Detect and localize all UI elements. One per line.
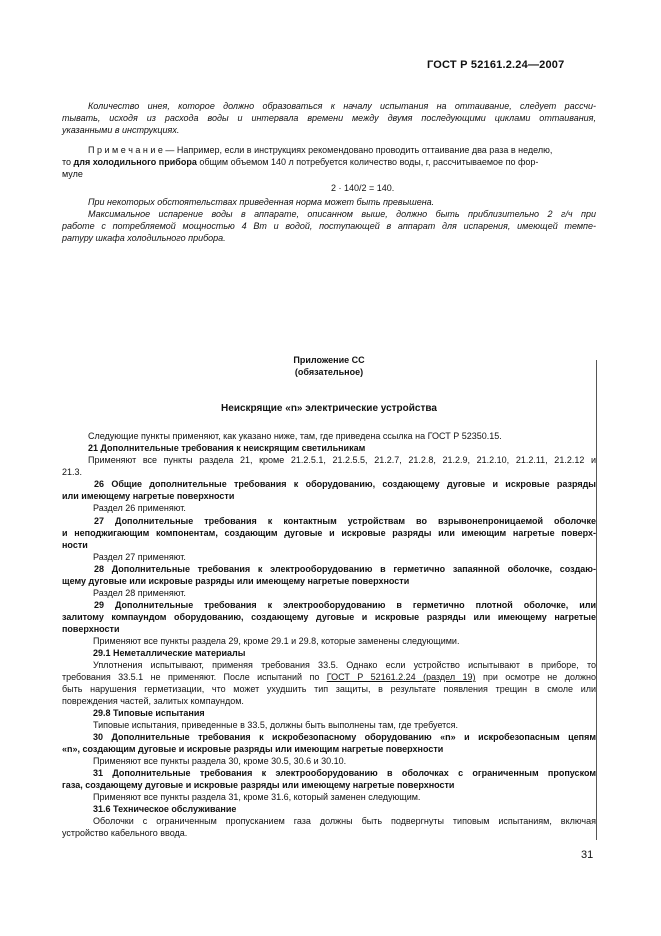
note-line — [62, 157, 538, 167]
section-29-heading: поверхности — [62, 624, 120, 634]
section-26-heading: или имеющему нагретые поверхности — [62, 491, 235, 501]
section-27-heading: ности — [62, 540, 88, 550]
section-29-1-text: быть нарушения герметизации, что может ухудшить тип защиты, в результате появления трещин в смоле или — [62, 684, 596, 694]
section-29-1-text: повреждения частей, залитых компаундом. — [62, 696, 244, 706]
section-29-heading: залитому компаундом оборудованию, создающему дуговые и искровые разряды или имеющему нагретые — [62, 612, 596, 622]
section-27-heading: 27 Дополнительные требования к контактным устройствам во взрывонепроницаемой оболочке — [94, 516, 596, 526]
section-26-text: Раздел 26 применяют. — [93, 503, 186, 513]
section-26-heading: 26 Общие дополнительные требования к оборудованию, создающему дуговые и искровые разряды — [94, 479, 596, 489]
section-29-heading: 29 Дополнительные требования к электрооборудованию в герметично плотной оболочке, или — [94, 600, 596, 610]
note-label: П р и м е ч а н и е — [88, 145, 163, 155]
section-31-heading: газа, создающему дуговые и искровые разряды или имеющему нагретые поверхности — [62, 780, 455, 790]
section-29-1-text: Уплотнения испытывают, применяя требования 33.5. Однако если устройство испытывают в приборе, то — [93, 660, 596, 670]
section-29-8-heading: 29.8 Типовые испытания — [93, 708, 205, 718]
section-29-1-text — [62, 672, 596, 682]
annex-subtitle: (обязательное) — [294, 367, 364, 377]
section-21-heading: 21 Дополнительные требования к неискрящим светильникам — [88, 443, 366, 453]
note-text: то — [62, 157, 74, 167]
note-text: общим объемом 140 л потребуется количество воды, г, рассчитываемое по фор- — [196, 157, 539, 167]
italic-paragraph-line: тывать, исходя из расхода воды и интервала времени между двумя последующими циклами оттаивания, — [62, 113, 596, 123]
page-number: 31 — [581, 849, 594, 861]
section-31-6-heading: 31.6 Техническое обслуживание — [93, 804, 237, 814]
section-29-text: Применяют все пункты раздела 29, кроме 29.1 и 29.8, которые заменены следующими. — [93, 636, 460, 646]
revision-bar — [596, 360, 597, 840]
section-30-heading: 30 Дополнительные требования к искробезопасному оборудованию «n» и искробезопасным цепям — [93, 732, 596, 742]
italic-paragraph-line: ратуру шкафа холодильного прибора. — [62, 233, 226, 243]
annex-title: Приложение СС — [293, 355, 365, 365]
italic-paragraph-line: работе с потребляемой мощностью 4 Вт и водой, поступающей в аппарат для испарения, имеющей темпе- — [62, 221, 596, 231]
section-28-heading: щему дуговые или искровые разряды или имеющему нагретые поверхности — [62, 576, 410, 586]
annex-heading: Неискрящие «n» электрические устройства — [221, 403, 437, 414]
section-30-text: Применяют все пункты раздела 30, кроме 30.5, 30.6 и 30.10. — [93, 756, 347, 766]
section-29-8-text: Типовые испытания, приведенные в 33.5, должны быть выполнены там, где требуется. — [93, 720, 459, 730]
formula: 2 · 140/2 = 140. — [331, 183, 395, 193]
section-27-text: Раздел 27 применяют. — [93, 552, 186, 562]
text-segment: требования 33.5.1 не применяют. После испытаний по — [62, 672, 327, 682]
standard-reference-link[interactable]: ГОСТ Р 52161.2.24 (раздел 19) — [326, 672, 476, 682]
text-segment: при осмотре не должно — [475, 672, 596, 682]
section-31-6-text: устройство кабельного ввода. — [62, 828, 188, 838]
section-31-heading: 31 Дополнительные требования к электрооборудованию в оболочках с ограниченным пропуском — [93, 768, 596, 778]
note-text: — Например, если в инструкциях рекомендовано проводить оттаивание два раза в неделю, — [162, 145, 553, 155]
section-31-text: Применяют все пункты раздела 31, кроме 31.6, который заменен следующим. — [93, 792, 421, 802]
section-28-heading: 28 Дополнительные требования к электрооборудованию в герметично запаянной оболочке, создаю- — [94, 564, 596, 574]
section-29-1-heading: 29.1 Неметаллические материалы — [93, 648, 246, 658]
section-28-text: Раздел 28 применяют. — [93, 588, 186, 598]
section-31-6-text: Оболочки с ограниченным пропусканием газа должны быть подвергнуты типовым испытаниям, включая — [93, 816, 596, 826]
section-21-text: 21.3. — [62, 467, 83, 477]
note-bold-term: для холодильного прибора — [73, 157, 197, 167]
document-code: ГОСТ Р 52161.2.24—2007 — [427, 59, 565, 71]
italic-paragraph-line: Количество инея, которое должно образоваться к началу испытания на оттаивание, следует рассчи- — [88, 101, 596, 111]
italic-paragraph-line: При некоторых обстоятельствах приведенная норма может быть превышена. — [88, 197, 435, 207]
section-21-text: Применяют все пункты раздела 21, кроме 21.2.5.1, 21.2.5.5, 21.2.7, 21.2.8, 21.2.9, 21.2.10, 21.2.11, 21.2.12 и — [88, 455, 596, 465]
section-27-heading: и неподжигающим компонентам, создающим дуговые и искровые разряды или имеющим нагретые поверх- — [62, 528, 596, 538]
note-line: муле — [62, 169, 83, 179]
annex-intro: Следующие пункты применяют, как указано ниже, там, где приведена ссылка на ГОСТ Р 52350.15. — [88, 431, 502, 441]
italic-paragraph-line: Максимальное испарение воды в аппарате, описанном выше, должно быть приблизительно 2 г/ч при — [88, 209, 596, 219]
section-30-heading: «n», создающим дуговые и искровые разряды или имеющим нагретые поверхности — [62, 744, 444, 754]
italic-paragraph-line: указанными в инструкциях. — [62, 125, 180, 135]
note-line — [88, 145, 596, 155]
